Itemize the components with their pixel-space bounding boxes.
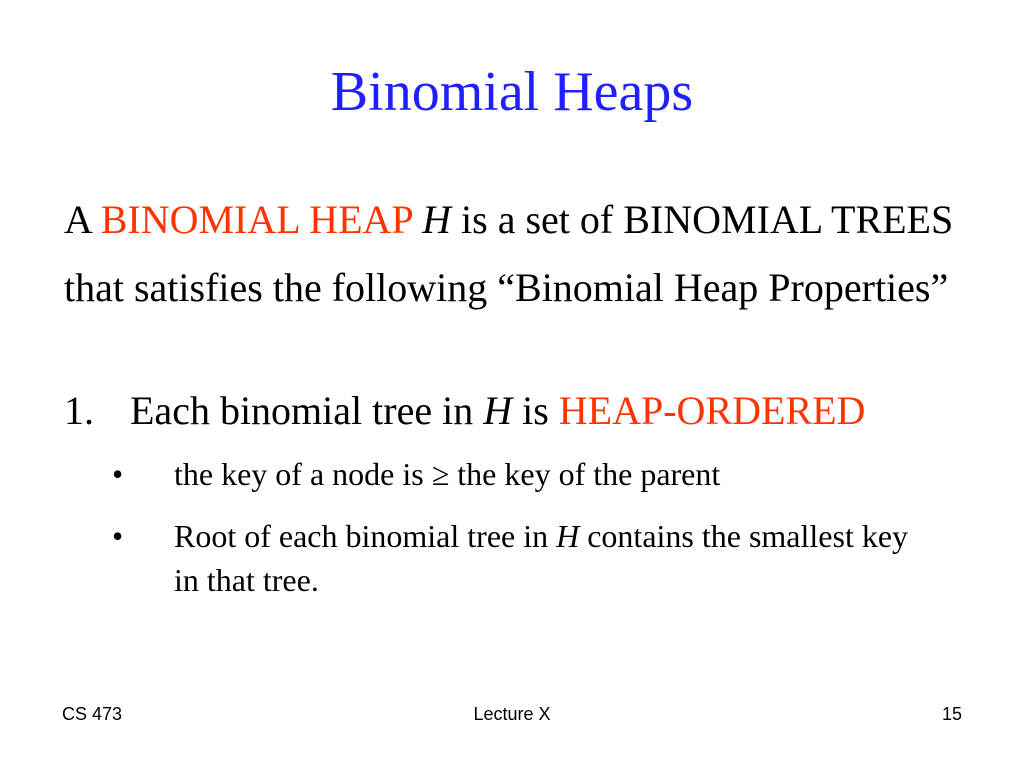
bullet2-variable-h: H (556, 518, 580, 554)
intro-paragraph (64, 186, 984, 322)
item1-text-a: Each binomial tree in (130, 388, 484, 433)
item-number: 1. (64, 388, 94, 433)
heap-variable-h: H (422, 197, 452, 242)
item1-variable-h: H (483, 388, 513, 433)
footer-lecture: Lecture X (473, 704, 551, 724)
bullet2-text-a: Root of each binomial tree in (174, 518, 557, 554)
intro-a: A (64, 197, 101, 242)
item1-text-b: is (512, 388, 559, 433)
bullet-text: the key of a node is ≥ the key of the parent (174, 456, 721, 492)
bullet-text (174, 514, 912, 602)
bullet-symbol: • (112, 518, 124, 554)
bullet2-text-b: contains the smallest key in that tree. (174, 518, 909, 598)
numbered-item-1 (64, 384, 1004, 438)
intro-rest: is a set of BINOMIAL TREES that satisfies the following “Binomial Heap Properties” (64, 197, 954, 310)
footer-course: CS 473 (62, 704, 123, 724)
heap-ordered-term: HEAP-ORDERED (558, 388, 866, 433)
bullet-item-2 (112, 514, 912, 602)
bullet-item-1 (112, 452, 912, 496)
intro-space (412, 197, 422, 242)
slide-title: Binomial Heaps (330, 61, 694, 123)
bullet-symbol: • (112, 456, 124, 492)
binomial-heap-term: BINOMIAL HEAP (100, 197, 413, 242)
footer-page-number: 15 (941, 704, 962, 724)
